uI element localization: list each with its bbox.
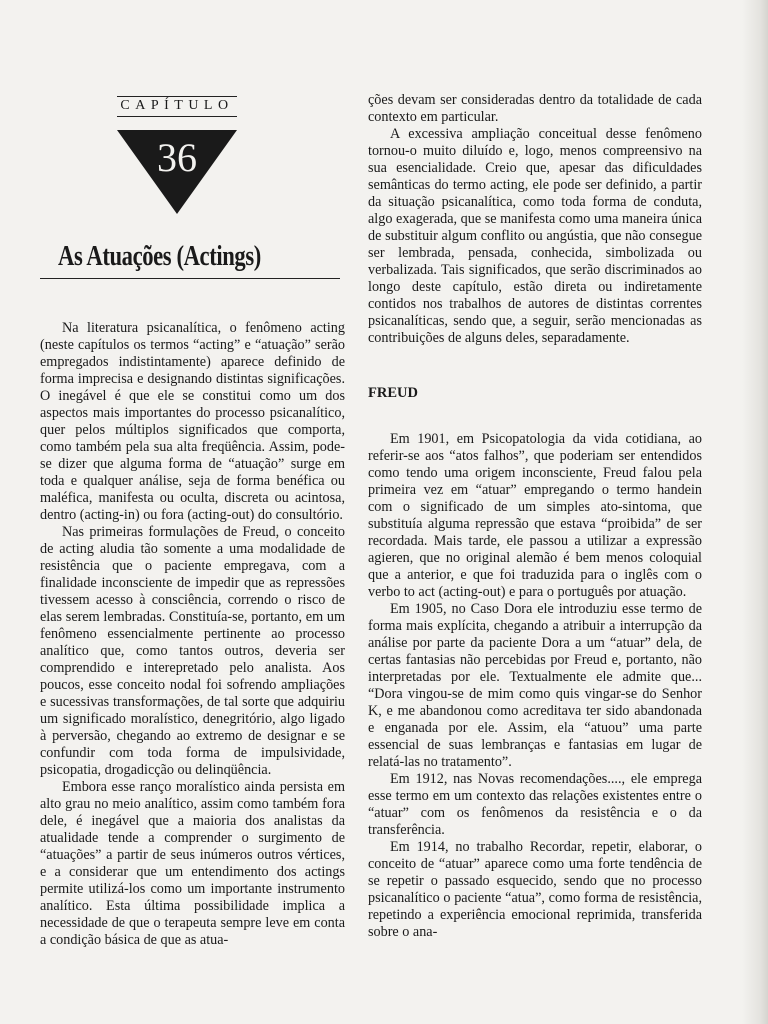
chapter-title: As Atuações (Actings) [58,240,261,272]
paragraph: Em 1905, no Caso Dora ele introduziu esse termo de forma mais explícita, chegando a atribuir a interrupção da análise por parte da paciente Dora a um “atuar” dela, de certas fantasias não percebidas por Freud e, portanto, não interpretadas por ele. Textualmente ele admite que... “Dora vingou-se de mim como quis vingar-se do Senhor K, e me abandonou como acreditava ter sido abandonada e enganada por ele. Assim, ela “atuou” uma parte essencial de suas lembranças e fantasias em lugar de relatá-las no tratamento”. [368,601,702,770]
chapter-number: 36 [157,135,197,180]
left-column [40,320,345,949]
chapter-rule-bottom [117,116,237,117]
chapter-label: CAPÍTULO [120,98,234,113]
chapter-rule-top [117,96,237,97]
right-column [368,92,702,941]
section-heading: FREUD [368,385,418,401]
paragraph: Na literatura psicanalítica, o fenômeno acting (neste capítulos os termos “acting” e “atuação” serão empregados indistintamente) aparece definido de forma imprecisa e designando distintas significações. O inegável é que ele se constitui como um dos aspectos mais importantes do processo psicanalítico, quer pelos múltiplos significados que comporta, como também pela sua alta freqüência. Assim, pode-se dizer que alguma forma de “atuação” surge em toda e qualquer análise, seja de forma benéfica ou maléfica, manifesta ou oculta, discreta ou acintosa, dentro (acting-in) ou fora (acting-out) do consultório. [40,320,345,523]
paragraph: ções devam ser consideradas dentro da totalidade de cada contexto em particular. [368,92,702,125]
paragraph: Em 1912, nas Novas recomendações...., ele emprega esse termo em um contexto das relações existentes entre o “atuar” com os fenômenos da resistência e o da transferência. [368,771,702,838]
page-edge-shadow [742,0,768,1024]
paragraph: A excessiva ampliação conceitual desse fenômeno tornou-o muito diluído e, logo, menos compreensivo na sua esencialidade. Creio que, apesar das dificuldades semânticas do termo acting, ele pode ser definido, a partir da situação psicanalítica, como toda forma de conduta, algo exagerada, que se manifesta como uma maneira única de substituir algum conflito ou angústia, que não consegue ser lembrada, pensada, conhecida, simbolizada ou verbalizada. Tais significados, que serão discriminados ao longo deste capítulo, estão direta ou indiretamente contidos nos trabalhos de autores de distintas correntes psicanalíticas, sendo que, a seguir, serão mencionadas as contribuições de alguns deles, separadamente. [368,126,702,346]
paragraph: Em 1914, no trabalho Recordar, repetir, elaborar, o conceito de “atuar” aparece como uma forte tendência de se repetir o passado esquecido, sendo que no processo psicanalítico o paciente “atua”, como forma de resistência, repetindo a experiência emocional reprimida, transferida sobre o ana- [368,839,702,940]
paragraph: Em 1901, em Psicopatologia da vida cotidiana, ao referir-se aos “atos falhos”, que poderiam ser entendidos como tendo uma origem inconsciente, Freud falou pela primeira vez em “atuar” empregando o termo handein com o significado de um simples ato-sintoma, que substituía alguma repressão que estava “proibida” de ser recordada. Mais tarde, ele passou a utilizar a expressão agieren, que no original alemão é bem menos coloquial que a anterior, e que foi traduzida para o inglês com o verbo to act (acting-out) e para o português por atuação. [368,431,702,600]
paragraph: Nas primeiras formulações de Freud, o conceito de acting aludia tão somente a uma modalidade de resistência que o paciente empregava, com a finalidade inconsciente de impedir que as repressões tivessem acesso à consciência, correndo o risco de elas serem lembradas. Constituía-se, portanto, em um fenômeno essencialmente pertinente ao processo analítico que, como tantos outros, deveria ser comprendido e interepretado pelo analista. Aos poucos, esse conceito nodal foi sofrendo ampliações e sucessivas transformações, de tal sorte que adquiriu um significado moralístico, denegritório, algo ligado à perversão, chegando ao extremo de designar e se confundir com toda forma de impulsividade, psicopatia, drogadicção ou delinqüência. [40,524,345,778]
title-rule [40,278,340,279]
paragraph: Embora esse ranço moralístico ainda persista em alto grau no meio analítico, assim como também fora dele, é inegável que a maioria dos analistas da atualidade tende a comprender o surgimento de “atuações” a partir de seus inúmeros outros vértices, e a considerar que um entendimento dos actings permite utilizá-los como um importante instrumento analítico. Esta última possibilidade implica a necessidade de que o terapeuta sempre leve em conta a condição básica de que as atua- [40,779,345,948]
